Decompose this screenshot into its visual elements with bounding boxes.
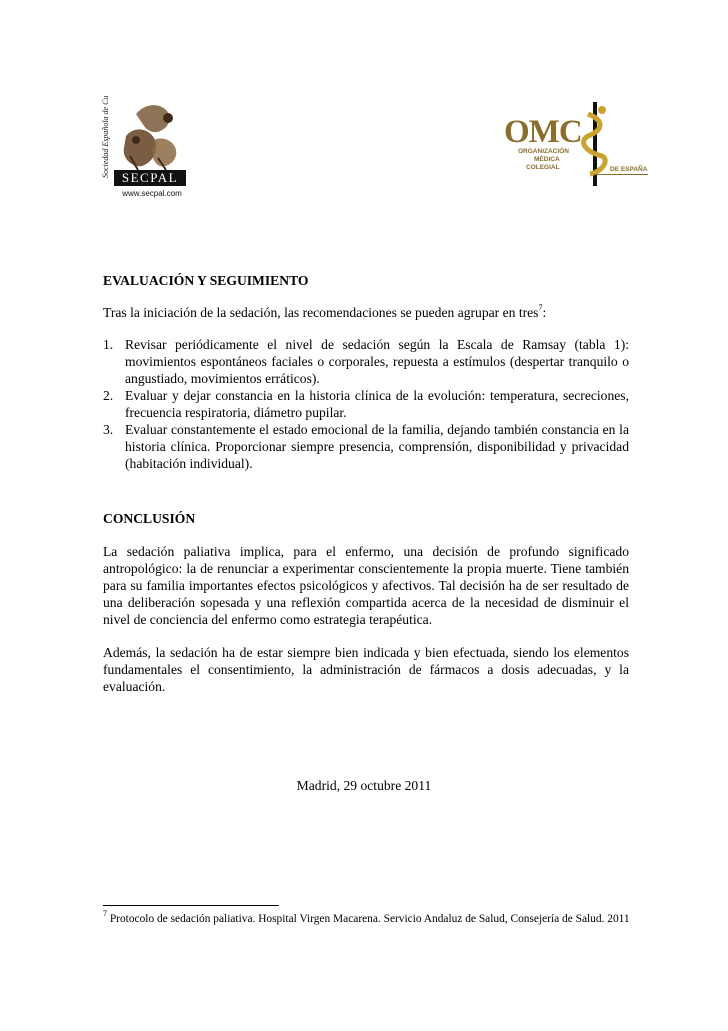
recommendation-list — [103, 336, 629, 472]
list-item — [103, 421, 629, 472]
omc-name: OMC — [504, 114, 582, 150]
footnote-text: Protocolo de sedación paliativa. Hospital Virgen Macarena. Servicio Andaluz de Salud, Consejería de Salud. 2011 — [107, 913, 630, 925]
footnote — [103, 911, 633, 928]
omc-line4: DE ESPAÑA — [610, 166, 648, 173]
footnote-number: 7 — [103, 909, 107, 919]
intro-text: Tras la iniciación de la sedación, las recomendaciones se pueden agrupar en tres — [103, 305, 539, 320]
conclusion-paragraph-1: La sedación paliativa implica, para el enfermo, una decisión de profundo significado antropológico: la de renunciar a experimentar conscientemente la propia muerte. Tiene también para su familia importantes efectos psicológicos y afectivos. Tal decisión ha de ser resultado de una deliberación sopesada y una reflexión compartida acerca de la necesidad de disminuir el nivel de conciencia del enfermo como estrategia terapéutica. — [103, 544, 629, 627]
omc-underline — [594, 174, 648, 175]
secpal-logo — [96, 96, 192, 206]
secpal-name: SECPAL — [121, 170, 179, 185]
footnote-ref: 7 — [538, 303, 543, 313]
conclusion-paragraph-2: Además, la sedación ha de estar siempre bien indicada y bien efectuada, siendo los elementos fundamentales el consentimiento, la administración de fármacos a dosis adecuadas, y la evaluación. — [103, 645, 629, 694]
list-item-text: Evaluar constantemente el estado emocional de la familia, dejando también constancia en la historia clínica. Proporcionar siempre presencia, comprensión, disponibilidad y privacidad (habitación individual). — [125, 422, 629, 471]
omc-line1: ORGANIZACIÓN — [518, 148, 569, 155]
list-item-text: Evaluar y dejar constancia en la historia clínica de la evolución: temperatura, secreciones, frecuencia respiratoria, diámetro pupilar. — [125, 388, 629, 420]
omc-line3: COLEGIAL — [526, 164, 560, 171]
signature-date: Madrid, 29 octubre 2011 — [296, 778, 432, 793]
section-intro — [103, 304, 629, 321]
list-item — [103, 387, 629, 421]
list-item — [103, 336, 629, 387]
footnote-divider — [103, 905, 279, 906]
secpal-arc-text: Sociedad Española de Cuidados Paliativos — [101, 96, 110, 178]
list-item-text: Revisar periódicamente el nivel de sedación según la Escala de Ramsay (tabla 1): movimientos espontáneos faciales o corporales, repuesta a estímulos (despertar tranquilo o angustiado, movimientos erráticos). — [125, 337, 629, 386]
omc-logo — [498, 100, 648, 190]
omc-line2: MÉDICA — [534, 156, 560, 163]
list-item-number: 2. — [103, 388, 114, 403]
list-item-number: 1. — [103, 337, 114, 352]
list-item-number: 3. — [103, 422, 114, 437]
intro-end: : — [542, 305, 547, 320]
section-heading-conclusion: CONCLUSIÓN — [103, 511, 196, 526]
secpal-url: www.secpal.com — [122, 189, 182, 198]
section-heading-evaluacion: EVALUACIÓN Y SEGUIMIENTO — [103, 273, 309, 288]
